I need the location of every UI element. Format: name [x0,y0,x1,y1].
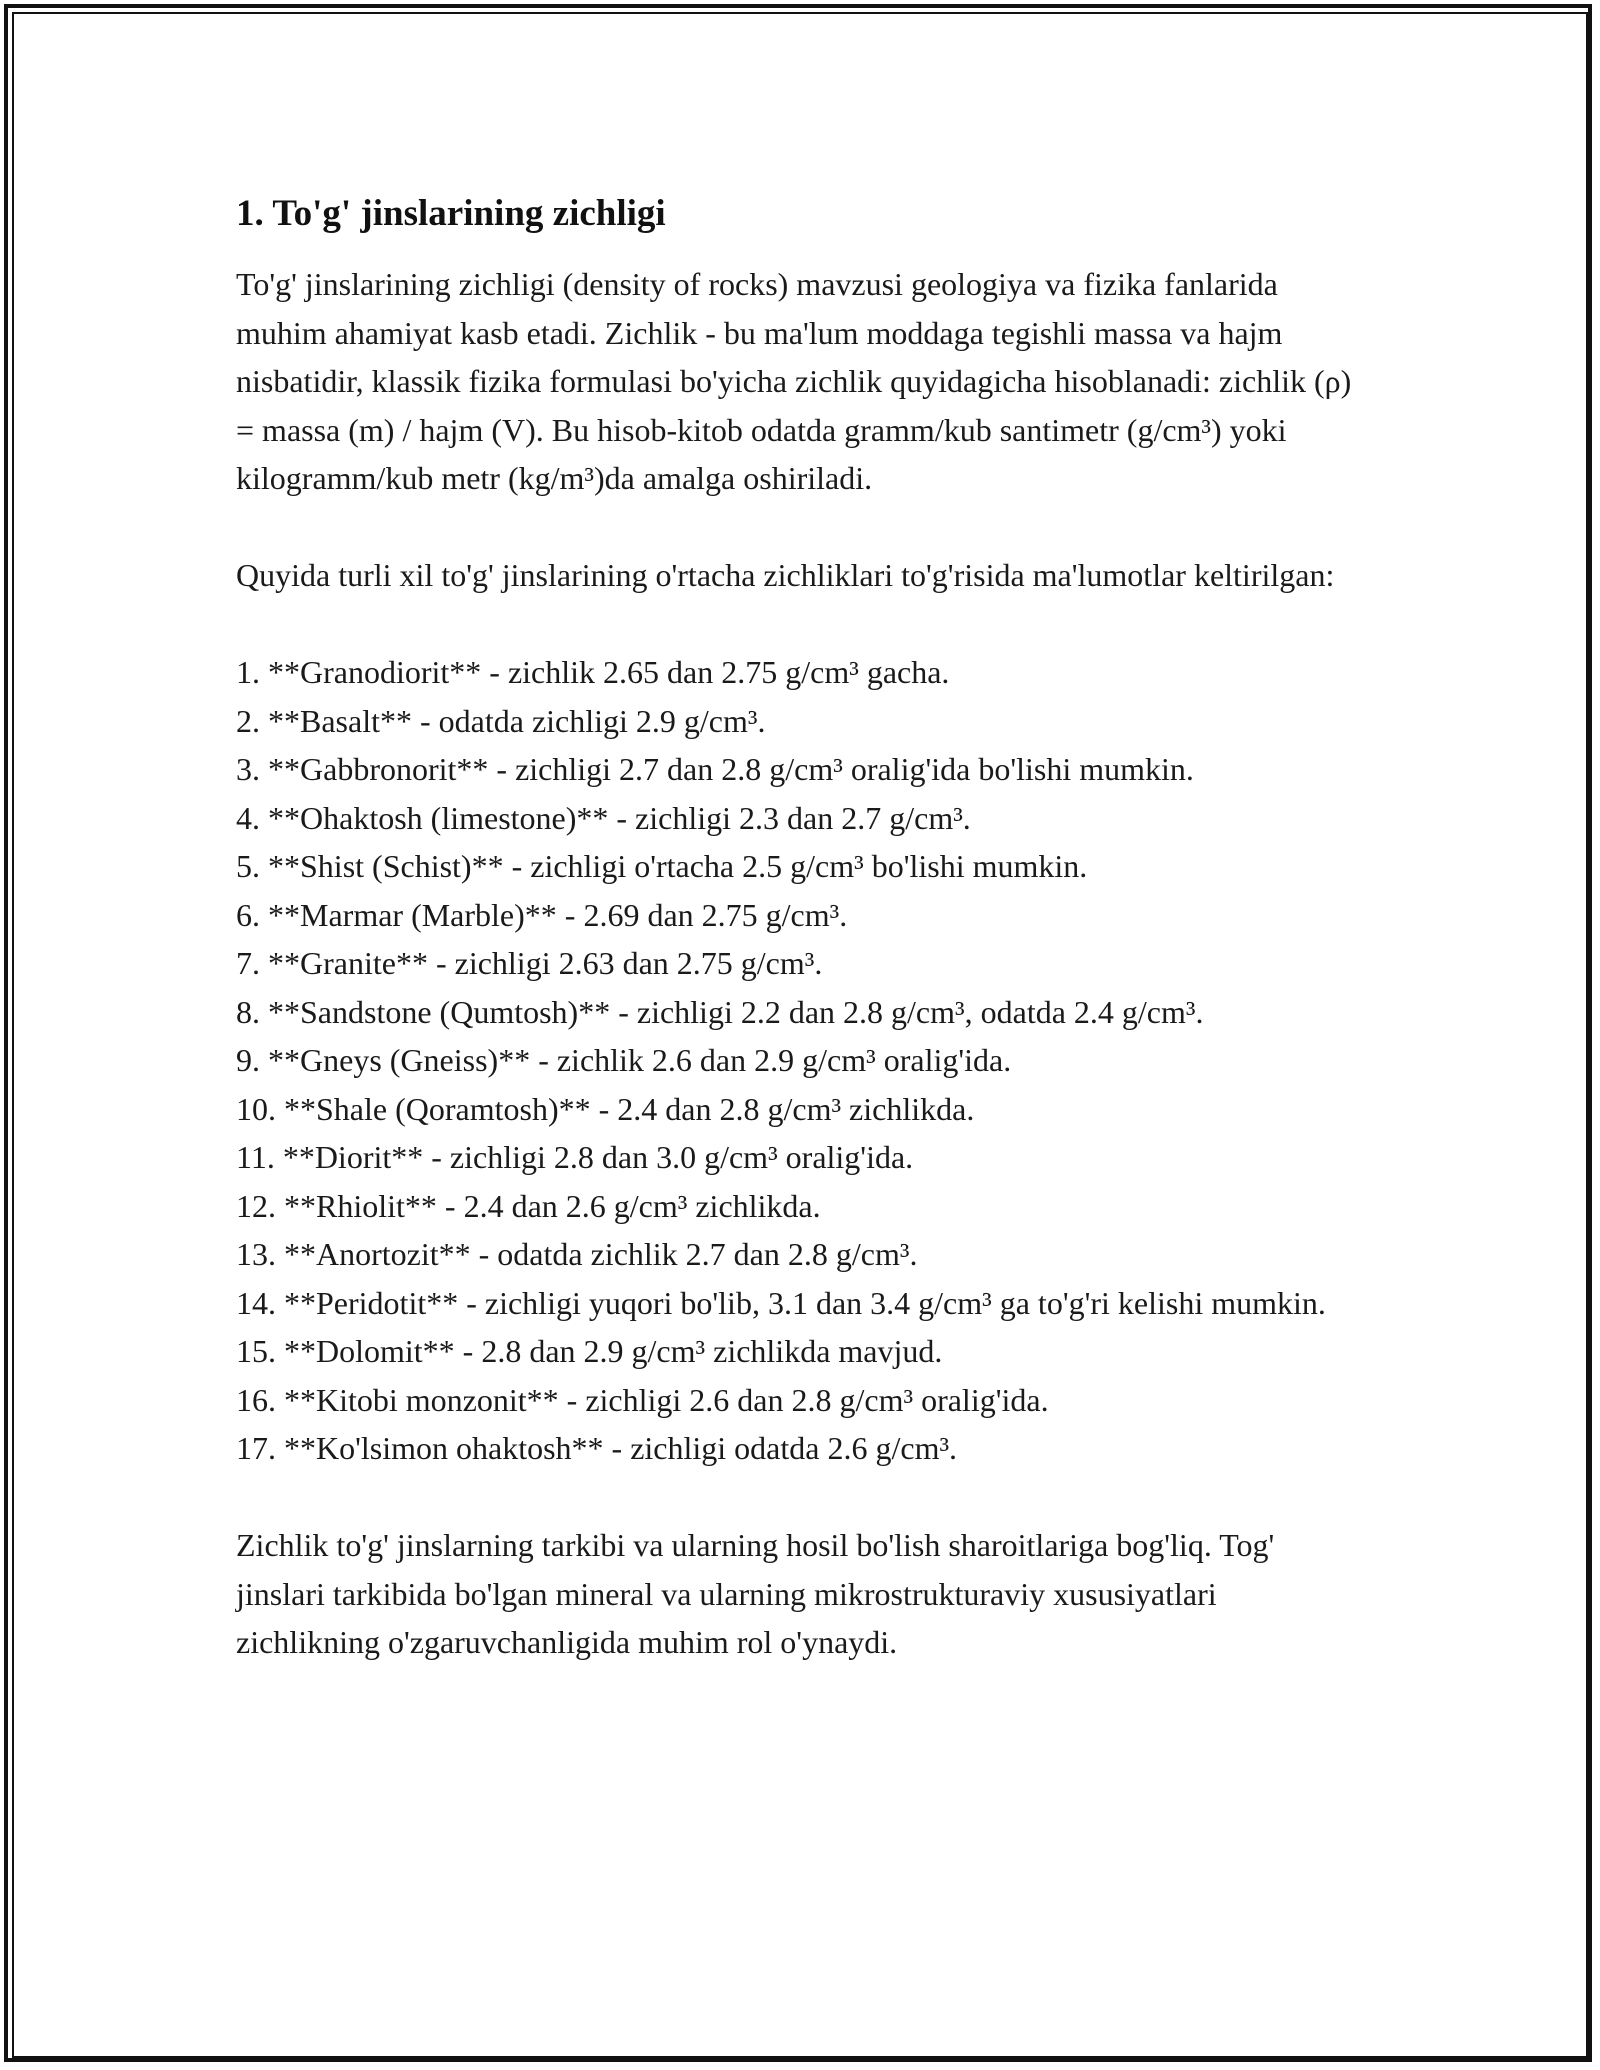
list-item: 9. **Gneys (Gneiss)** - zichlik 2.6 dan 2.9 g/cm³ oralig'ida. [236,1042,1012,1078]
list-item: 13. **Anortozit** - odatda zichlik 2.7 dan 2.8 g/cm³. [236,1236,918,1272]
conclusion-paragraph: Zichlik to'g' jinslarning tarkibi va ularning hosil bo'lish sharoitlariga bog'liq. Tog' jinslari tarkibida bo'lgan mineral va ularning mikrostrukturaviy xususiyatlari zichlikning o'zgaruvchanligida muhim rol o'ynaydi. [236,1527,1275,1660]
density-list [236,648,1366,1473]
list-item: 1. **Granodiorit** - zichlik 2.65 dan 2.75 g/cm³ gacha. [236,654,950,690]
list-item: 6. **Marmar (Marble)** - 2.69 dan 2.75 g/cm³. [236,896,848,933]
list-item: 5. **Shist (Schist)** - zichligi o'rtacha 2.5 g/cm³ bo'lishi mumkin. [236,848,1088,884]
list-item: 2. **Basalt** - odatda zichligi 2.9 g/cm³. [236,702,766,739]
list-item: 3. **Gabbronorit** - zichligi 2.7 dan 2.8 g/cm³ oralig'ida bo'lishi mumkin. [236,751,1194,787]
list-item: 16. **Kitobi monzonit** - zichligi 2.6 dan 2.8 g/cm³ oralig'ida. [236,1381,1049,1418]
list-item: 4. **Ohaktosh (limestone)** - zichligi 2.3 dan 2.7 g/cm³. [236,799,971,836]
list-intro-paragraph: Quyida turli xil to'g' jinslarining o'rtacha zichliklari to'g'risida ma'lumotlar keltirilgan: [236,557,1335,593]
list-item: 10. **Shale (Qoramtosh)** - 2.4 dan 2.8 g/cm³ zichlikda. [236,1090,975,1127]
list-item: 12. **Rhiolit** - 2.4 dan 2.6 g/cm³ zichlikda. [236,1187,821,1224]
list-item: 15. **Dolomit** - 2.8 dan 2.9 g/cm³ zichlikda mavjud. [236,1333,943,1369]
list-item: 14. **Peridotit** - zichligi yuqori bo'lib, 3.1 dan 3.4 g/cm³ ga to'g'ri kelishi mumkin. [236,1284,1326,1321]
list-item: 17. **Ko'lsimon ohaktosh** - zichligi odatda 2.6 g/cm³. [236,1430,958,1466]
document-body [236,190,1366,1667]
list-item: 8. **Sandstone (Qumtosh)** - zichligi 2.2 dan 2.8 g/cm³, odatda 2.4 g/cm³. [236,993,1204,1030]
list-item: 7. **Granite** - zichligi 2.63 dan 2.75 g/cm³. [236,945,823,981]
intro-paragraph: To'g' jinslarining zichligi (density of rocks) mavzusi geologiya va fizika fanlarida muhim ahamiyat kasb etadi. Zichlik - bu ma'lum moddaga tegishli massa va hajm nisbatidir, klassik fizika formulasi bo'yicha zichlik quyidagicha hisoblanadi: zichlik (ρ) = massa (m) / hajm (V). Bu hisob-kitob odatda gramm/kub santimetr (g/cm³) yoki kilogramm/kub metr (kg/m³)da amalga oshiriladi. [236,266,1352,496]
section-heading: 1. To'g' jinslarining zichligi [236,193,666,234]
list-item: 11. **Diorit** - zichligi 2.8 dan 3.0 g/cm³ oralig'ida. [236,1139,914,1175]
